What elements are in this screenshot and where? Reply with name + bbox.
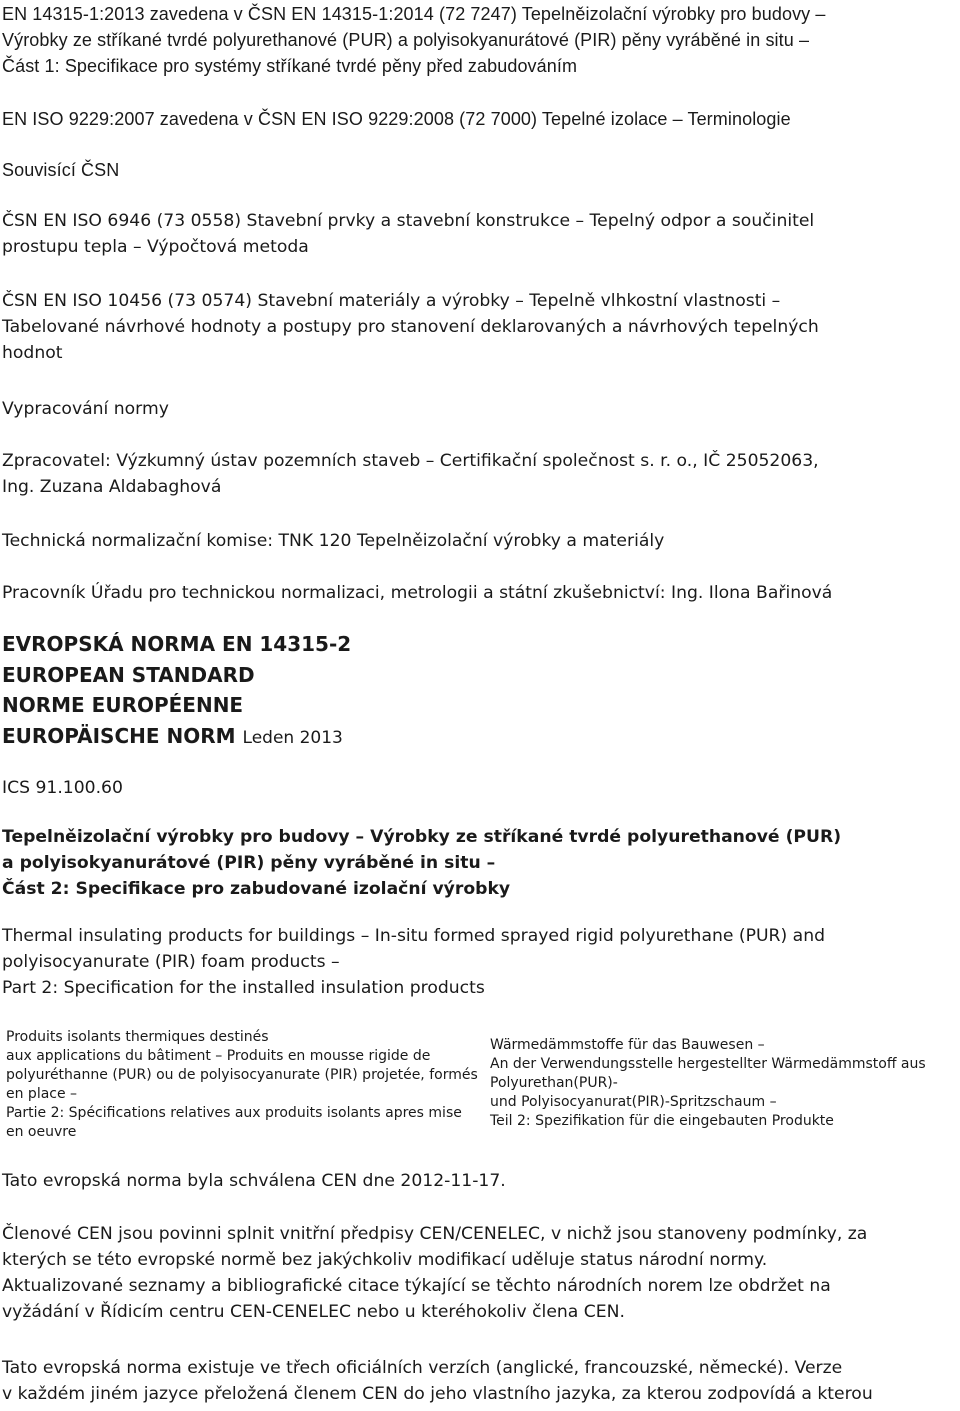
title-cz-line: a polyisokyanurátové (PIR) pěny vyráběné in situ –	[2, 853, 496, 873]
standard-date: Leden 2013	[242, 727, 343, 748]
committee-text: Technická normalizační komise: TNK 120 Tepelněizolační výrobky a materiály	[2, 531, 665, 551]
standard-line: EUROPÄISCHE NORM	[2, 723, 236, 748]
title-german	[490, 1036, 926, 1131]
title-fr-line: aux applications du bâtiment – Produits en mousse rigide de	[6, 1048, 431, 1064]
related-line: ČSN EN ISO 10456 (73 0574) Stavební materiály a výrobky – Tepelně vlhkostní vlastnosti –	[2, 291, 781, 311]
processor-line: Ing. Zuzana Aldabaghová	[2, 477, 222, 497]
title-fr-line: en oeuvre	[6, 1124, 77, 1140]
drafting-heading	[2, 396, 169, 422]
title-de-line: Wärmedämmstoffe für das Bauwesen –	[490, 1037, 765, 1053]
related-item-iso6946	[2, 208, 814, 260]
title-en-line: Part 2: Specification for the installed insulation products	[2, 978, 485, 998]
title-de-line: Teil 2: Spezifikation für die eingebauten Produkte	[490, 1113, 834, 1129]
title-french	[6, 1028, 478, 1142]
related-heading-text: Souvisící ČSN	[2, 160, 120, 180]
title-cz-line: Tepelněizolační výrobky pro budovy – Výrobky ze stříkané tvrdé polyurethanové (PUR)	[2, 827, 842, 847]
iso9229-reference	[2, 106, 791, 132]
title-fr-line: polyuréthanne (PUR) ou de polyisocyanurate (PIR) projetée, formés	[6, 1067, 478, 1083]
members-line: Aktualizované seznamy a bibliografické citace týkající se těchto národních norem lze obdržet na	[2, 1276, 831, 1296]
title-czech	[2, 824, 841, 902]
title-cz-line: Část 2: Specifikace pro zabudované izolační výrobky	[2, 879, 511, 899]
title-de-line: Polyurethan(PUR)-	[490, 1075, 618, 1091]
members-line: Členové CEN jsou povinni splnit vnitřní předpisy CEN/CENELEC, v nichž jsou stanoveny podmínky, za	[2, 1224, 868, 1244]
versions-line: Tato evropská norma existuje ve třech oficiálních verzích (anglické, francouzské, německé). Verze	[2, 1358, 843, 1378]
title-fr-line: Produits isolants thermiques destinés	[6, 1029, 269, 1045]
title-de-line: An der Verwendungsstelle hergestellter Wärmedämmstoff aus	[490, 1056, 926, 1072]
drafting-heading-text: Vypracování normy	[2, 399, 169, 419]
header-line: Výrobky ze stříkané tvrdé polyurethanové (PUR) a polyisokyanurátové (PIR) pěny vyráběné in situ –	[2, 30, 810, 50]
title-de-line: und Polyisocyanurat(PIR)-Spritzschaum –	[490, 1094, 777, 1110]
ics-text: ICS 91.100.60	[2, 778, 123, 798]
title-fr-line: en place –	[6, 1086, 78, 1102]
title-english	[2, 923, 825, 1001]
related-line: prostupu tepla – Výpočtová metoda	[2, 237, 309, 257]
standard-line: EUROPEAN STANDARD	[2, 662, 255, 687]
drafting-officer	[2, 580, 832, 606]
related-line: Tabelované návrhové hodnoty a postupy pro stanovení deklarovaných a návrhových tepelných	[2, 317, 819, 337]
standard-line: NORME EUROPÉENNE	[2, 693, 244, 717]
ics-code	[2, 775, 123, 801]
officer-text: Pracovník Úřadu pro technickou normalizaci, metrologii a státní zkušebnictví: Ing. Ilona Bařinová	[2, 583, 833, 603]
related-item-iso10456	[2, 288, 819, 366]
header-line: EN 14315-1:2013 zavedena v ČSN EN 14315-1:2014 (72 7247) Tepelněizolační výrobky pro budovy –	[2, 4, 826, 24]
title-fr-line: Partie 2: Spécifications relatives aux produits isolants apres mise	[6, 1105, 462, 1121]
title-en-line: Thermal insulating products for buildings – In-situ formed sprayed rigid polyurethane (PUR) and	[2, 926, 826, 946]
versions-line: v každém jiném jazyce přeložená členem CEN do jeho vlastního jazyka, za kterou zodpovídá a kterou	[2, 1384, 873, 1404]
standard-line-with-date	[2, 721, 351, 754]
standard-line: EVROPSKÁ NORMA EN 14315-2	[2, 632, 352, 656]
approval-text: Tato evropská norma byla schválena CEN dne 2012-11-17.	[2, 1171, 506, 1191]
processor-line: Zpracovatel: Výzkumný ústav pozemních staveb – Certifikační společnost s. r. o., IČ 25052063,	[2, 451, 819, 471]
approval-statement	[2, 1168, 506, 1194]
related-heading	[2, 157, 119, 183]
related-line: hodnot	[2, 343, 63, 363]
members-line: kterých se této evropské normě bez jakýchkoliv modifikací uděluje status národní normy.	[2, 1250, 768, 1270]
standard-designation	[2, 629, 351, 753]
members-paragraph	[2, 1221, 867, 1325]
drafting-committee	[2, 528, 664, 554]
iso9229-text: EN ISO 9229:2007 zavedena v ČSN EN ISO 9229:2008 (72 7000) Tepelné izolace – Terminologie	[2, 109, 791, 129]
related-line: ČSN EN ISO 6946 (73 0558) Stavební prvky a stavební konstrukce – Tepelný odpor a součinitel	[2, 211, 815, 231]
header-paragraph	[2, 1, 826, 79]
members-line: vyžádání v Řídicím centru CEN-CENELEC nebo u kteréhokoliv člena CEN.	[2, 1302, 625, 1322]
drafting-processor	[2, 448, 819, 500]
header-line: Část 1: Specifikace pro systémy stříkané tvrdé pěny před zabudováním	[2, 56, 578, 76]
title-en-line: polyisocyanurate (PIR) foam products –	[2, 952, 340, 972]
versions-paragraph	[2, 1355, 873, 1407]
